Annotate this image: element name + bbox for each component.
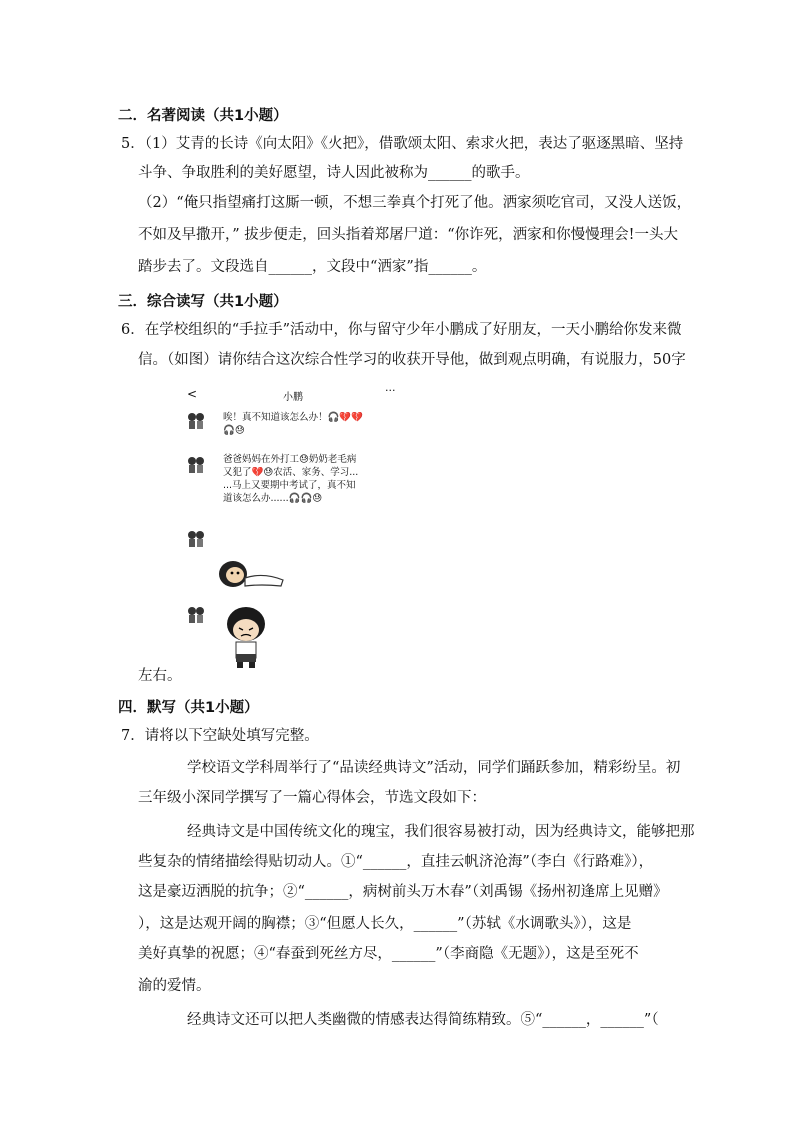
chat-message-1-line-2: 🎧😓	[223, 425, 245, 436]
paragraph-3-line-1: 经典诗文还可以把人类幽微的情感表达得简练精致。⑤“______，______”（	[187, 1012, 659, 1028]
q5-line-5: 踏步去了。文段选自______，文段中“洒家”指______。	[138, 259, 487, 275]
q5-line-1: 5．（1）艾青的长诗《向太阳》《火把》，借歌颂太阳、索求火把，表达了驱逐黑暗、坚持	[121, 136, 684, 152]
section-heading-3: 三．综合读写（共1小题）	[118, 294, 288, 310]
section-heading-4: 四．默写（共1小题）	[118, 700, 259, 716]
lying-down-sticker-icon	[217, 554, 287, 590]
paragraph-2-line-2: 些复杂的情绪描绘得贴切动人。①“______，直挂云帆济沧海”（李白《行路难》），	[138, 854, 654, 870]
chat-message-1-line-1: 唉！真不知道该怎么办！🎧💔💔	[223, 412, 363, 423]
paragraph-1-line-1: 学校语文学科周举行了“品读经典诗文”活动，同学们踊跃参加，精彩纷呈。初	[187, 760, 681, 776]
sad-kid-sticker-icon	[223, 606, 269, 670]
chat-message-2-line-2: 又犯了💔😓农活、家务、学习...	[223, 467, 359, 478]
avatar-icon	[185, 410, 207, 432]
chat-message-2-line-1: 爸爸妈妈在外打工😓奶奶老毛病	[223, 454, 357, 465]
paragraph-2-line-4: ），这是达观开阔的胸襟；③“但愿人长久，______”（苏轼《水调歌头》），这是	[138, 916, 632, 932]
q6-line-3: 左右。	[138, 668, 182, 684]
paragraph-2-line-1: 经典诗文是中国传统文化的瑰宝，我们很容易被打动，因为经典诗文，能够把那	[187, 824, 695, 840]
chat-contact-name: 小鹏	[283, 392, 303, 403]
chat-message-2-line-4: 道该怎么办......🎧🎧😓	[223, 493, 323, 504]
q6-line-1: 6．在学校组织的“手拉手”活动中，你与留守少年小鹏成了好朋友，一天小鹏给你发来微	[121, 322, 682, 338]
avatar-icon	[185, 604, 207, 626]
q5-line-4: 不如及早撒开，” 拔步便走，回头指着郑屠尸道：“你诈死，洒家和你慢慢理会!一头大	[138, 227, 679, 243]
paragraph-2-line-6: 渝的爱情。	[138, 978, 211, 994]
more-icon: ···	[385, 384, 396, 397]
q5-line-2: 斗争、争取胜利的美好愿望，诗人因此被称为______的歌手。	[138, 165, 530, 181]
q7-line-1: 7．请将以下空缺处填写完整。	[121, 728, 319, 744]
chat-message-2-line-3: ...马上又要期中考试了，真不知	[223, 480, 356, 491]
avatar-icon	[185, 528, 207, 550]
paragraph-2-line-5: 美好真挚的祝愿；④“春蚕到死丝方尽，______”（李商隐《无题》），这是至死不	[138, 946, 639, 962]
q6-line-2: 信。（如图）请你结合这次综合性学习的收获开导他，做到观点明确，有说服力，50字	[138, 352, 686, 368]
q5-line-3: （2）“俺只指望痛打这厮一顿，不想三拳真个打死了他。洒家须吃官司，又没人送饭，	[138, 195, 692, 211]
back-icon: <	[187, 387, 198, 401]
wechat-screenshot	[183, 382, 396, 672]
section-heading-2: 二．名著阅读（共1小题）	[118, 108, 288, 124]
avatar-icon	[185, 454, 207, 476]
paragraph-2-line-3: 这是豪迈洒脱的抗争；②“______，病树前头万木春”（刘禹锡《扬州初逢席上见赠》	[138, 884, 668, 900]
paragraph-1-line-2: 三年级小深同学撰写了一篇心得体会，节选文段如下：	[138, 790, 486, 806]
